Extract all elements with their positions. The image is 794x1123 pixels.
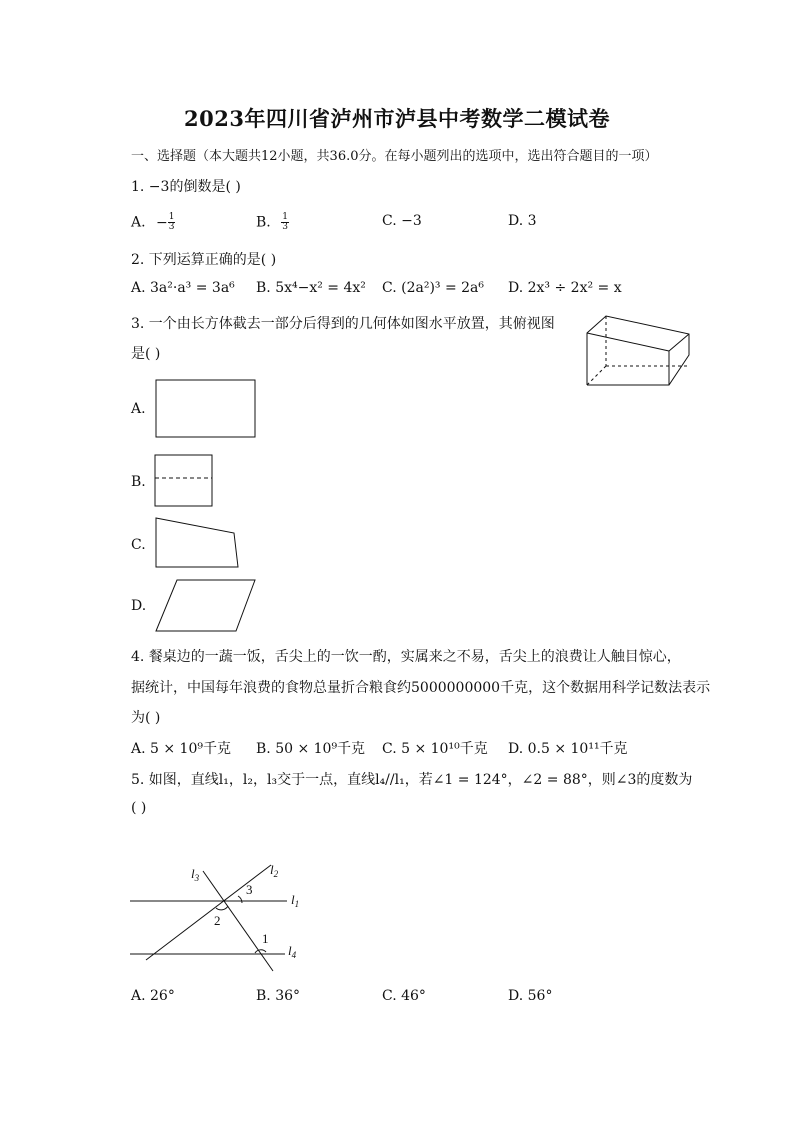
- q4-option-a[interactable]: A. 5 × 10⁹千克: [131, 741, 231, 757]
- label-l2: l: [270, 862, 274, 877]
- label-angle-3: 3: [246, 882, 253, 897]
- q3-option-b-rectangle-dashed: [154, 454, 214, 508]
- label-l3: l: [191, 866, 195, 881]
- q3-solid-figure: [584, 313, 694, 389]
- q4-option-d[interactable]: D. 0.5 × 10¹¹千克: [508, 741, 628, 757]
- label-l1-sub: 1: [294, 899, 300, 909]
- label-l2-sub: 2: [273, 869, 279, 879]
- q4-option-c[interactable]: C. 5 × 10¹⁰千克: [382, 741, 488, 757]
- label-l4-sub: 4: [291, 950, 297, 960]
- q1-option-b-denominator: 3: [282, 222, 288, 232]
- label-l1: l: [291, 892, 295, 907]
- svg-text:l1: [291, 892, 299, 909]
- q2-option-a[interactable]: A. 3a²·a³ = 3a⁶: [131, 280, 235, 296]
- q3-stem-line2: 是( ): [131, 346, 161, 362]
- angle-3-arc: [238, 896, 242, 903]
- q2-option-c[interactable]: C. (2a²)³ = 2a⁶: [382, 280, 485, 296]
- q4-stem-line3: 为( ): [131, 710, 161, 726]
- q1-option-a-denominator: 3: [168, 222, 175, 232]
- label-angle-2: 2: [214, 913, 221, 928]
- q2-option-d[interactable]: D. 2x³ ÷ 2x² = x: [508, 280, 622, 296]
- q3-option-c[interactable]: C.: [131, 537, 146, 553]
- q4-stem-line1: 4. 餐桌边的一蔬一饭，舌尖上的一饮一酌，实属来之不易，舌尖上的浪费让人触目惊心，: [131, 649, 681, 665]
- q3-option-d[interactable]: D.: [131, 598, 147, 614]
- svg-text:l3: [191, 866, 200, 883]
- q5-option-d[interactable]: D. 56°: [508, 988, 553, 1004]
- q5-option-b[interactable]: B. 36°: [256, 988, 301, 1004]
- section-heading: 一、选择题（本大题共12小题，共36.0分。在每小题列出的选项中，选出符合题目的一项）: [131, 149, 658, 164]
- q2-option-b[interactable]: B. 5x⁴−x² = 4x²: [256, 280, 366, 296]
- q1-option-b-fraction: [281, 213, 289, 232]
- q1-option-d[interactable]: D. 3: [508, 213, 537, 229]
- q1-option-c[interactable]: C. −3: [382, 213, 422, 229]
- q3-option-d-parallelogram: [154, 578, 258, 634]
- q1-option-b[interactable]: [256, 213, 289, 232]
- q1-option-b-label: B.: [256, 214, 271, 231]
- q1-option-a-label: A.: [131, 214, 146, 231]
- q5-stem-line1: 5. 如图，直线l₁，l₂，l₃交于一点，直线l₄//l₁，若∠1 = 124°，∠2 = 88°，则∠3的度数为: [131, 772, 693, 788]
- q1-stem: 1. −3的倒数是( ): [131, 179, 241, 195]
- q1-option-a-fraction: [168, 213, 176, 232]
- q5-option-c[interactable]: C. 46°: [382, 988, 426, 1004]
- label-l3-sub: 3: [194, 873, 200, 883]
- q2-stem: 2. 下列运算正确的是( ): [131, 252, 277, 268]
- q3-option-a[interactable]: A.: [131, 401, 146, 417]
- label-l4: l: [288, 943, 292, 958]
- q1-option-b-numerator: 1: [282, 212, 288, 222]
- q5-lines-diagram: [125, 855, 315, 975]
- page-title: 2023年四川省泸州市泸县中考数学二模试卷: [184, 106, 610, 131]
- q3-option-a-rectangle: [155, 379, 257, 439]
- q5-stem-line2: ( ): [131, 800, 147, 816]
- q3-option-b[interactable]: B.: [131, 474, 146, 490]
- q4-stem-line2: 据统计，中国每年浪费的食物总量折合粮食约5000000000千克，这个数据用科学记数法表示: [131, 680, 711, 696]
- q3-stem-line1: 3. 一个由长方体截去一部分后得到的几何体如图水平放置，其俯视图: [131, 316, 555, 332]
- q5-option-a[interactable]: A. 26°: [131, 988, 175, 1004]
- q3-option-c-trapezoid: [154, 516, 240, 570]
- q1-option-a-numerator: 1: [168, 212, 175, 222]
- svg-text:l4: [288, 943, 297, 960]
- angle-2-arc: [216, 906, 228, 910]
- q1-option-a[interactable]: [131, 213, 175, 232]
- q4-option-b[interactable]: B. 50 × 10⁹千克: [256, 741, 366, 757]
- q1-option-a-sign: −: [156, 214, 168, 231]
- label-angle-1: 1: [262, 931, 269, 946]
- svg-text:l2: [270, 862, 279, 879]
